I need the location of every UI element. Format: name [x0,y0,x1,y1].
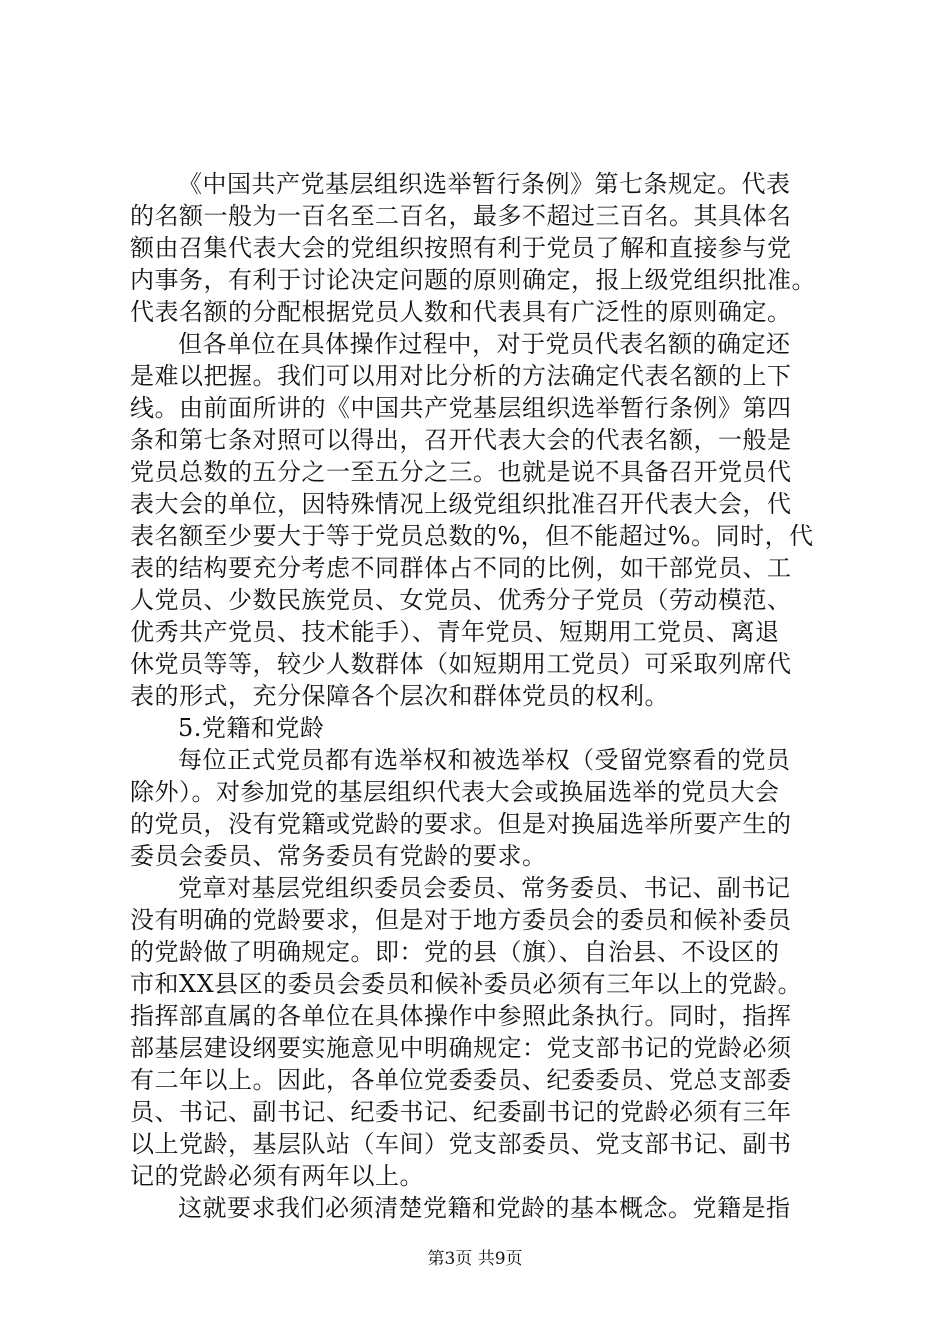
text-line: 表大会的单位，因特殊情况上级党组织批准召开代表大会，代 [130,490,792,518]
document-body [130,168,850,1224]
text-line: 人党员、少数民族党员、女党员、优秀分子党员（劳动模范、 [130,586,792,614]
text-line: 没有明确的党龄要求，但是对于地方委员会的委员和候补委员 [130,906,792,934]
text-line: 记的党龄必须有两年以上。 [130,1162,424,1190]
text-line: 委员会委员、常务委员有党龄的要求。 [130,842,547,870]
text-line: 额由召集代表大会的党组织按照有利于党员了解和直接参与党 [130,234,792,262]
text-line: 员、书记、副书记、纪委书记、纪委副书记的党龄必须有三年 [130,1098,792,1126]
text-line: 这就要求我们必须清楚党籍和党龄的基本概念。党籍是指 [178,1194,791,1222]
text-line: 指挥部直属的各单位在具体操作中参照此条执行。同时，指挥 [130,1002,792,1030]
text-line: 条和第七条对照可以得出，召开代表大会的代表名额，一般是 [130,426,792,454]
page-number-footer: 第3页 共9页 [427,1249,523,1269]
text-line: 以上党龄，基层队站（车间）党支部委员、党支部书记、副书 [130,1130,792,1158]
text-line: 优秀共产党员、技术能手）、青年党员、短期用工党员、离退 [130,618,780,646]
text-line: 部基层建设纲要实施意见中明确规定：党支部书记的党龄必须 [130,1034,792,1062]
text-line: 休党员等等，较少人数群体（如短期用工党员）可采取列席代 [130,650,792,678]
text-line: 代表名额的分配根据党员人数和代表具有广泛性的原则确定。 [130,298,792,326]
text-line: 的党员，没有党籍或党龄的要求。但是对换届选举所要产生的 [130,810,792,838]
text-line: 除外）。对参加党的基层组织代表大会或换届选举的党员大会 [130,778,780,806]
text-line: 内事务，有利于讨论决定问题的原则确定，报上级党组织批准。 [130,266,816,294]
text-line: 《中国共产党基层组织选举暂行条例》第七条规定。代表 [178,170,791,198]
text-line: 的名额一般为一百名至二百名，最多不超过三百名。其具体名 [130,202,792,230]
text-line: 表的形式，充分保障各个层次和群体党员的权利。 [130,682,669,710]
text-line: 表的结构要充分考虑不同群体占不同的比例，如干部党员、工 [130,554,792,582]
text-line: 党员总数的五分之一至五分之三。也就是说不具备召开党员代 [130,458,792,486]
text-line: 但各单位在具体操作过程中，对于党员代表名额的确定还 [178,330,791,358]
text-line: 有二年以上。因此，各单位党委委员、纪委委员、党总支部委 [130,1066,792,1094]
text-line: 每位正式党员都有选举权和被选举权（受留党察看的党员 [178,746,791,774]
text-line: 线。由前面所讲的《中国共产党基层组织选举暂行条例》第四 [130,394,792,422]
text-line: 表名额至少要大于等于党员总数的%，但不能超过%。同时，代 [130,522,814,550]
text-line: 是难以把握。我们可以用对比分析的方法确定代表名额的上下 [130,362,792,390]
text-line: 市和XX县区的委员会委员和候补委员必须有三年以上的党龄。 [130,970,803,998]
text-line: 党章对基层党组织委员会委员、常务委员、书记、副书记 [178,874,791,902]
text-line: 的党龄做了明确规定。即：党的县（旗）、自治县、不设区的 [130,938,780,966]
section-heading: 5.党籍和党龄 [178,714,325,742]
